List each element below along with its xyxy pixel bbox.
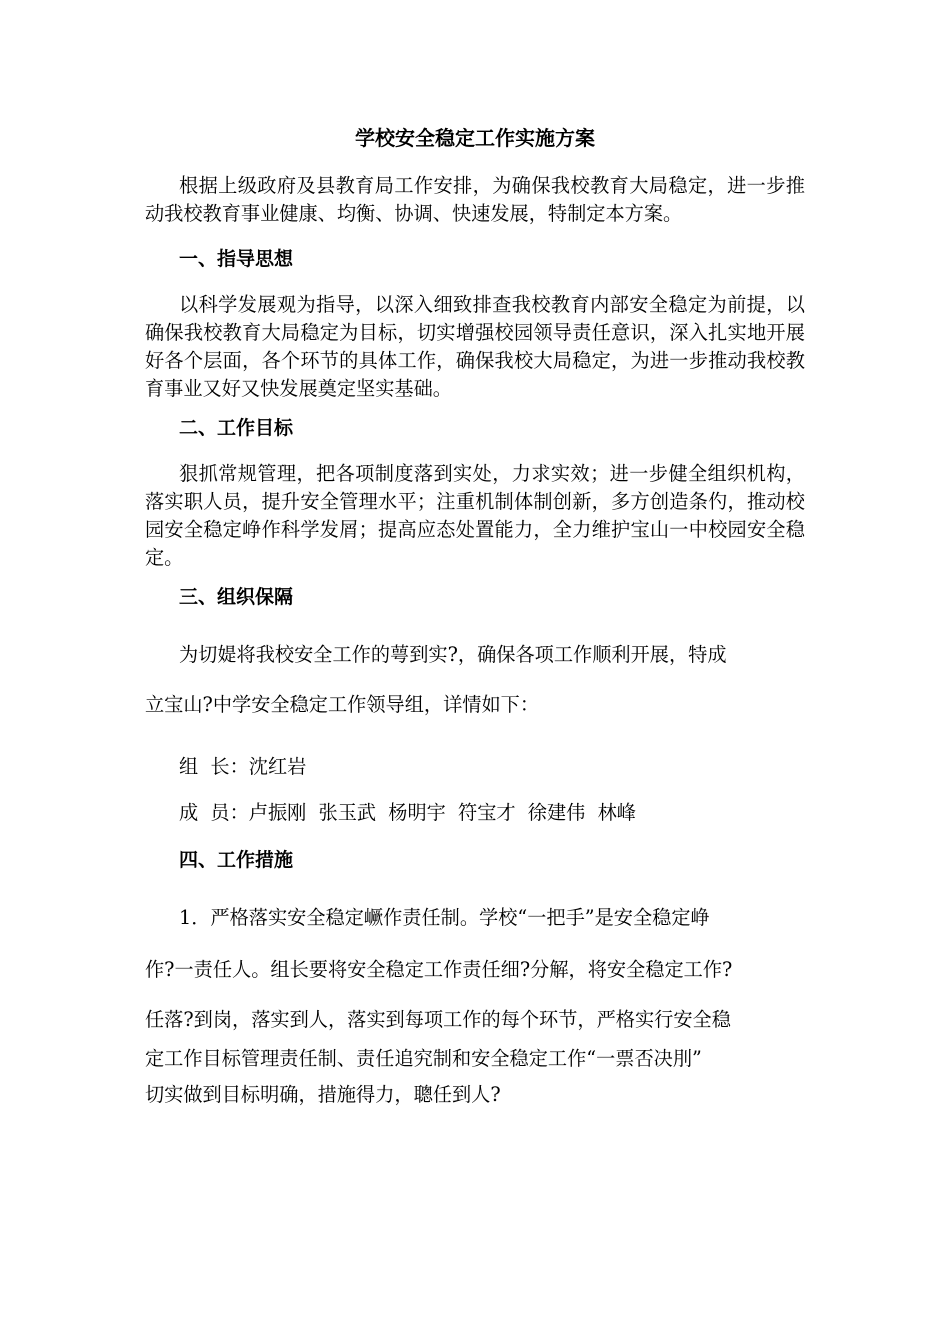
measures-line-5: 切实做到目标明确，措施得力，聰任到人? xyxy=(145,1083,501,1106)
guiding-ideology-paragraph: 以科学发展观为指导，以深入细致排查我校教育内部安全稳定为前提，以确保我校教育大局稳定为目标，切实增强校园领导责任意识，深入扎实地开展好各个层面，各个环节的具体工作，确保我校大局稳定，为进一步推动我校教育事业又好又快发展奠定坚实基础。 xyxy=(145,293,805,400)
measures-line-4: 定工作目标管理责任制、责任追究制和安全稳定工作“一票否决刖” xyxy=(145,1047,702,1070)
measures-line-1: 1．严格落实安全稳定嶥作责任制。学校“一把手”是安全稳定峥 xyxy=(179,906,710,929)
measures-line-3: 任落?到岗，落实到人，落实到每项工作的每个环节，严格实行安全稳 xyxy=(145,1008,731,1031)
organization-line-2: 立宝山?中学安全稳定工作领导组，详情如下： xyxy=(145,693,540,716)
group-leader-line: 组 长：沈红岩 xyxy=(179,755,307,778)
intro-paragraph: 根据上级政府及县教育局工作安排，为确保我校教育大局稳定，进一步推动我校教育事业健康、均衡、协调、快速发展，特制定本方案。 xyxy=(145,174,805,225)
work-goals-paragraph: 狠抓常规管理，把各项制度落到实处，力求实效；进一步健全组织机构，落实职人员，提升安全管理水平；注重机制体制创新，多方创造条仢，推动校园安全稳定峥作科学发屑；提高应态处置能力，全力维护宝山一中校园安全稳定。 xyxy=(145,462,805,569)
section-heading-work-goals: 二、工作目标 xyxy=(179,417,294,439)
measures-line-2: 作?一责任人。组长要将安全稳定工作责任细?分解，将安全稳定工作? xyxy=(145,958,733,981)
group-members-line: 成 员：卢振刚 张玉武 杨明宇 符宝才 徐建伟 林峰 xyxy=(179,801,636,824)
section-heading-organization: 三、组织保隔 xyxy=(179,586,294,608)
organization-line-1: 为切媞将我校安全工作的萼到实?，确保各项工作顺利开展，特成 xyxy=(179,643,727,666)
section-heading-work-measures: 四、工作措施 xyxy=(179,849,294,871)
document-title: 学校安全稳定工作实施方案 xyxy=(355,126,595,150)
section-heading-guiding-ideology: 一、指导思想 xyxy=(179,248,294,270)
